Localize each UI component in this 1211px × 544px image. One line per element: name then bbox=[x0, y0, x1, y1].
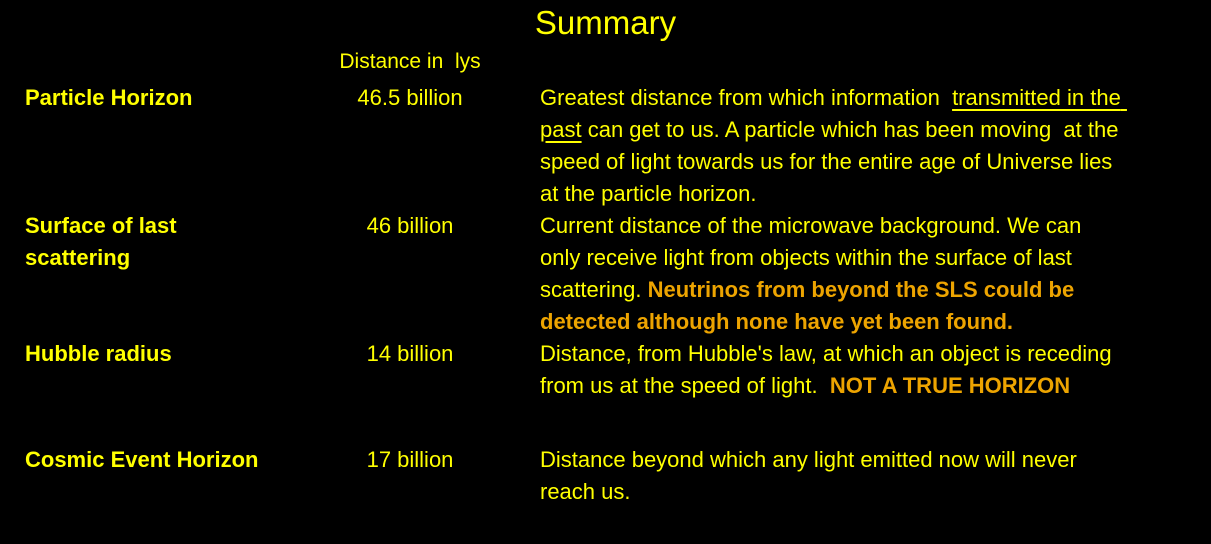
description-segment: Distance beyond which any light emitted now will never reach us. bbox=[540, 447, 1083, 504]
description-segment: can get to us. A particle which has been moving at the speed of light towards us for the entire age of Universe lies at the particle horizon. bbox=[540, 117, 1125, 206]
distance-value: 17 billion bbox=[366, 447, 454, 472]
summary-table bbox=[0, 82, 1211, 520]
row-label: Particle Horizon bbox=[25, 85, 193, 110]
description-segment: Distance, from Hubble's law, at which an object is receding from us at the speed of light. bbox=[540, 341, 1118, 398]
distance-column-header: Distance in lys bbox=[339, 50, 481, 73]
table-row bbox=[0, 210, 1211, 338]
page-title: Summary bbox=[534, 4, 677, 41]
distance-value: 14 billion bbox=[366, 341, 454, 366]
distance-value: 46.5 billion bbox=[357, 85, 463, 110]
distance-value: 46 billion bbox=[366, 213, 454, 238]
table-row bbox=[0, 82, 1211, 210]
table-header-row bbox=[0, 48, 1211, 76]
row-description bbox=[505, 444, 1211, 508]
table-row bbox=[0, 444, 1211, 520]
description-segment: NOT A TRUE HORIZON bbox=[829, 373, 1071, 398]
row-description bbox=[505, 82, 1211, 210]
row-description bbox=[505, 338, 1211, 402]
row-label: Hubble radius bbox=[25, 341, 172, 366]
row-label: Cosmic Event Horizon bbox=[25, 447, 259, 472]
description-segment: Current distance of the microwave background. We can only receive light from objects within the surface of last scattering. bbox=[540, 213, 1088, 302]
description-segment: Greatest distance from which information bbox=[540, 85, 953, 110]
row-description bbox=[505, 210, 1211, 338]
description-segment: Neutrinos from beyond the SLS could be detected although none have yet been found. bbox=[540, 277, 1081, 334]
table-row bbox=[0, 338, 1211, 444]
row-label: Surface of last scattering bbox=[25, 213, 177, 270]
description-segment: transmitted in the past bbox=[540, 85, 1127, 142]
